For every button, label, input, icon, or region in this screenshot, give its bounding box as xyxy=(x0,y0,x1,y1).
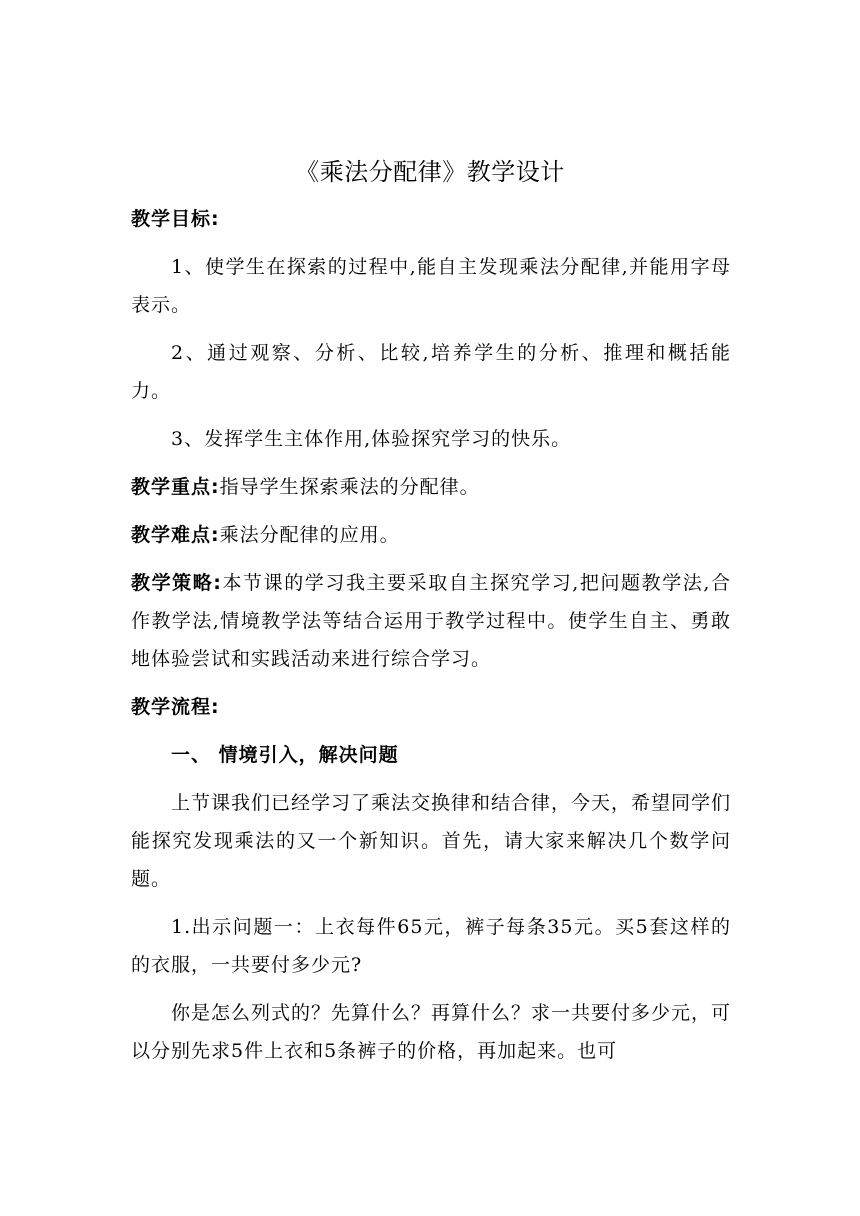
difficulty-text: 乘法分配律的应用。 xyxy=(219,524,400,546)
difficulty xyxy=(131,516,731,554)
document-body xyxy=(131,200,731,1080)
key-point-label: 教学重点: xyxy=(131,476,220,498)
objective-item-1: 1、使学生在探索的过程中,能自主发现乘法分配律,并能用字母表示。 xyxy=(131,256,731,316)
paragraph-2: 1.出示问题一：上衣每件65元，裤子每条35元。买5套这样的的衣服，一共要付多少元? xyxy=(131,916,731,976)
key-point xyxy=(131,468,731,506)
paragraph-3: 你是怎么列式的？先算什么？再算什么？求一共要付多少元，可以分别先求5件上衣和5条裤子的价格，再加起来。也可 xyxy=(131,1002,732,1062)
strategy-label: 教学策略: xyxy=(131,572,222,594)
objective-item-2: 2、通过观察、分析、比较,培养学生的分析、推理和概括能力。 xyxy=(131,342,731,402)
strategy-text: 本节课的学习我主要采取自主探究学习,把问题教学法,合作教学法,情境教学法等结合运用于教学过程中。使学生自主、勇敢地体验尝试和实践活动来进行综合学习。 xyxy=(131,572,731,670)
strategy xyxy=(131,564,731,678)
document-title: 《乘法分配律》教学设计 xyxy=(295,158,565,186)
paragraph-1: 上节课我们已经学习了乘法交换律和结合律，今天，希望同学们能探究发现乘法的又一个新知识。首先，请大家来解决几个数学问题。 xyxy=(131,792,732,890)
difficulty-label: 教学难点: xyxy=(131,524,220,546)
key-point-text: 指导学生探索乘法的分配律。 xyxy=(219,476,480,498)
process-heading: 教学流程: xyxy=(131,696,220,718)
objective-item-3: 3、发挥学生主体作用,体验探究学习的快乐。 xyxy=(171,428,572,450)
section-1-heading: 一、 情境引入，解决问题 xyxy=(171,744,399,766)
objectives-heading: 教学目标: xyxy=(131,208,220,230)
